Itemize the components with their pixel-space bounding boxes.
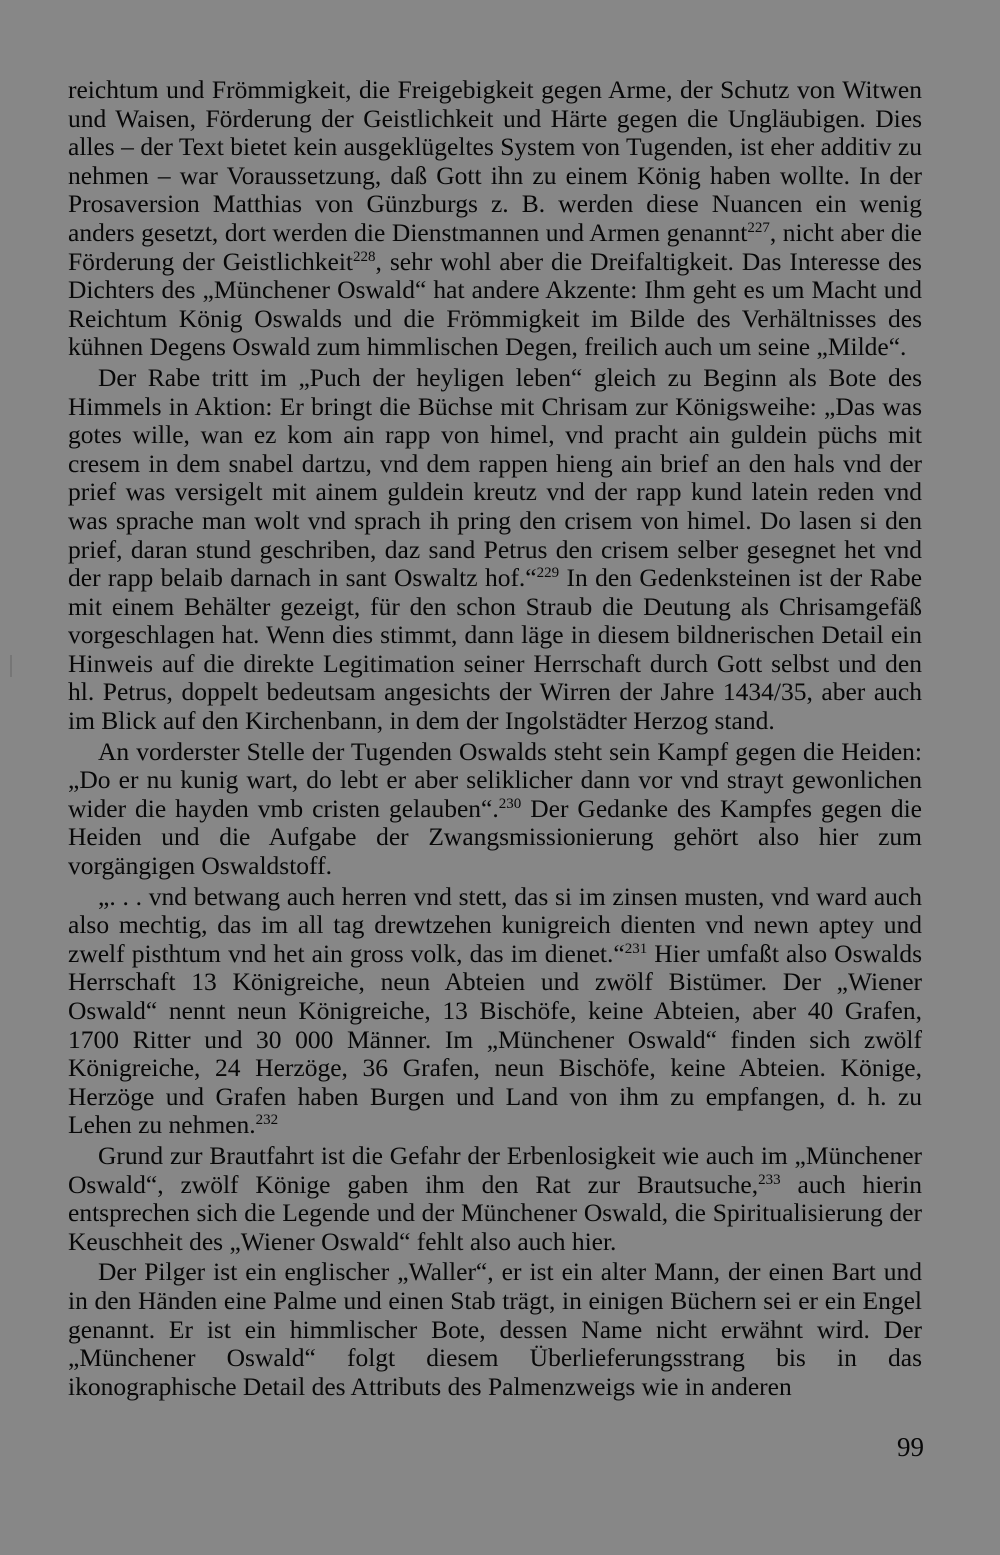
- footnote-ref: 227: [747, 219, 770, 236]
- paragraph: [68, 1142, 922, 1256]
- scan-edge-mark: [10, 655, 12, 677]
- footnote-ref: 229: [536, 565, 560, 582]
- footnote-ref: 232: [255, 1112, 279, 1129]
- footnote-ref: 228: [353, 248, 376, 265]
- text-run: Der Rabe tritt im „Puch der heyligen leben“ gleich zu Beginn als Bote des Himmels in Aktion: Er bringt die Büchse mit Chrisam zur Königsweihe: „Das was gotes wille, wan ez kom ain rapp von himel, vnd pracht ain guldein püchs mit cresem in dem snabel dartzu, vnd dem rappen hieng ain brief an den hals vnd der prief was versigelt mit ainem guldein kreutz vnd der rapp kund latein reden vnd was sprache man wolt vnd sprach ih pring den crisem von himel. Do lasen si den prief, daran stund geschriben, daz sand Petrus den crisem selber gesegnet het vnd der rapp belaib darnach in sant Oswaltz hof.“: [68, 362, 922, 593]
- paragraph: [68, 364, 922, 736]
- text-run: , nicht aber die Förderung der Geistlichkeit: [68, 217, 922, 276]
- text-run: Hier umfaßt also Oswalds Herrschaft 13 Königreiche, neun Abteien und zwölf Bistümer. Der „Wiener Oswald“ nennt neun Königreiche, 13 Bischöfe, keine Abteien, aber 40 Grafen, 1700 Ritter und 30 000 Männer. Im „Münchener Oswald“ finden sich zwölf Königreiche, 24 Herzöge, 36 Grafen, neun Bischöfe, keine Abteien. Könige, Herzöge und Grafen haben Burgen und Land von ihm zu empfangen, d. h. zu Lehen zu nehmen.: [68, 938, 923, 1140]
- body-text: [68, 76, 922, 1401]
- text-run: „. . . vnd betwang auch herren vnd stett, das si im zinsen musten, vnd ward auch also mechtig, das im all tag drewtzehen kunigreich dienten vnd newn aptey und zwelf pisthtum vnd het ain gross volk, das im dienet.“: [68, 881, 922, 968]
- text-run: , sehr wohl aber die Dreifaltigkeit. Das Interesse des Dichters des „Münchener Oswald“ hat andere Akzente: Ihm geht es um Macht und Reichtum König Oswalds und die Frömmigkeit im Bilde des Verhältnisses des kühnen Degens Oswald zum himmlischen Degen, freilich auch um seine „Milde“.: [68, 246, 922, 362]
- footnote-ref: 230: [498, 795, 522, 812]
- text-run: In den Gedenksteinen ist der Rabe mit einem Behälter gezeigt, für den schon Straub die Deutung als Chrisamgefäß vorgeschlagen hat. Wenn dies stimmt, dann läge in diesem bildnerischen Detail ein Hinweis auf die direkte Legitimation seiner Herrschaft durch Gott selbst und den hl. Petrus, doppelt bedeutsam angesichts der Wirren der Jahre 1434/35, aber auch im Blick auf den Kirchenbann, in dem der Ingolstädter Herzog stand.: [68, 563, 923, 736]
- text-run: Der Pilger ist ein englischer „Waller“, er ist ein alter Mann, der einen Bart und in den Händen eine Palme und einen Stab trägt, in einigen Büchern sei er ein Engel genannt. Er ist ein himmlischer Bote, dessen Name nicht erwähnt wird. Der „Münchener Oswald“ folgt diesem Überlieferungsstrang bis in das ikonographische Detail des Attributs des Palmenzweigs wie in anderen: [68, 1257, 922, 1401]
- paragraph: [68, 883, 922, 1140]
- paragraph: [68, 1258, 922, 1401]
- footnote-ref: 231: [624, 940, 648, 957]
- text-run: Der Gedanke des Kampfes gegen die Heiden und die Aufgabe der Zwangsmissionierung gehört also hier zum vorgängigen Oswaldstoff.: [68, 793, 922, 881]
- text-run: An vorderster Stelle der Tugenden Oswalds steht sein Kampf gegen die Heiden: „Do er nu kunig wart, do lebt er aber seliklicher dann vor vnd strayt gewonlichen wider die hayden vmb cristen gelauben“.: [68, 736, 922, 823]
- page-number: 99: [897, 1432, 924, 1462]
- paragraph: [68, 738, 922, 881]
- paragraph: [68, 76, 922, 362]
- text-run: auch hierin entsprechen sich die Legende und der Münchener Oswald, die Spiritualisierung der Keuschheit des „Wiener Oswald“ fehlt also auch hier.: [68, 1169, 922, 1256]
- footnote-ref: 233: [758, 1171, 781, 1188]
- text-run: reichtum und Frömmigkeit, die Freigebigkeit gegen Arme, der Schutz von Witwen und Waisen, Förderung der Geistlichkeit und Härte gegen die Ungläubigen. Dies alles – der Text bietet kein ausgeklügeltes System von Tugenden, ist eher additiv zu nehmen – war Voraussetzung, daß Gott ihn zu einem König haben wollte. In der Prosaversion Matthias von Günzburgs z. B. werden diese Nuancen ein wenig anders gesetzt, dort werden die Dienstmannen und Armen genannt: [68, 75, 922, 247]
- text-run: Grund zur Brautfahrt ist die Gefahr der Erbenlosigkeit wie auch im „Münchener Oswald“, zwölf Könige gaben ihm den Rat zur Brautsuche,: [68, 1140, 922, 1199]
